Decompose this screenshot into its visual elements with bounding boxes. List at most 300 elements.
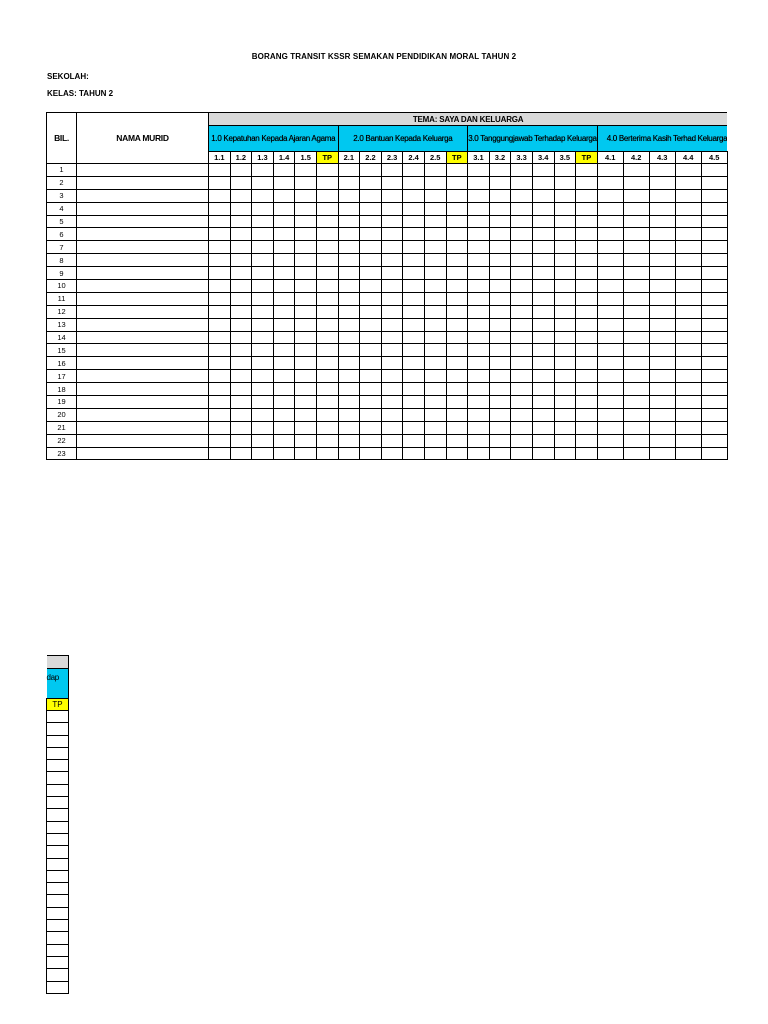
score-cell[interactable] xyxy=(230,331,252,344)
score-cell[interactable] xyxy=(597,370,623,383)
continuation-score-cell[interactable] xyxy=(47,969,69,981)
score-cell[interactable] xyxy=(623,421,649,434)
score-cell[interactable] xyxy=(273,383,295,396)
score-cell[interactable] xyxy=(701,189,727,202)
score-cell[interactable] xyxy=(381,396,403,409)
score-cell[interactable] xyxy=(576,434,598,447)
continuation-score-cell[interactable] xyxy=(47,711,69,723)
score-cell[interactable] xyxy=(597,447,623,460)
score-cell[interactable] xyxy=(701,421,727,434)
score-cell[interactable] xyxy=(554,421,576,434)
score-cell[interactable] xyxy=(701,434,727,447)
score-cell[interactable] xyxy=(623,370,649,383)
score-cell[interactable] xyxy=(511,331,533,344)
score-cell[interactable] xyxy=(554,357,576,370)
score-cell[interactable] xyxy=(252,331,274,344)
score-cell[interactable] xyxy=(316,254,338,267)
score-cell[interactable] xyxy=(252,215,274,228)
score-cell[interactable] xyxy=(381,383,403,396)
score-cell[interactable] xyxy=(273,280,295,293)
score-cell[interactable] xyxy=(532,254,554,267)
score-cell[interactable] xyxy=(209,396,231,409)
score-cell[interactable] xyxy=(403,189,425,202)
student-name-cell[interactable] xyxy=(77,447,209,460)
score-cell[interactable] xyxy=(338,280,360,293)
score-cell[interactable] xyxy=(360,357,382,370)
score-cell[interactable] xyxy=(230,396,252,409)
score-cell[interactable] xyxy=(446,254,468,267)
score-cell[interactable] xyxy=(403,447,425,460)
score-cell[interactable] xyxy=(252,164,274,177)
score-cell[interactable] xyxy=(403,370,425,383)
score-cell[interactable] xyxy=(597,357,623,370)
score-cell[interactable] xyxy=(446,434,468,447)
score-cell[interactable] xyxy=(489,344,511,357)
score-cell[interactable] xyxy=(381,228,403,241)
score-cell[interactable] xyxy=(446,447,468,460)
score-cell[interactable] xyxy=(675,267,701,280)
score-cell[interactable] xyxy=(360,396,382,409)
score-cell[interactable] xyxy=(252,447,274,460)
score-cell[interactable] xyxy=(489,383,511,396)
score-cell[interactable] xyxy=(381,292,403,305)
score-cell[interactable] xyxy=(360,447,382,460)
score-cell[interactable] xyxy=(576,318,598,331)
score-cell[interactable] xyxy=(511,254,533,267)
score-cell[interactable] xyxy=(446,318,468,331)
score-cell[interactable] xyxy=(209,344,231,357)
score-cell[interactable] xyxy=(273,267,295,280)
score-cell[interactable] xyxy=(209,383,231,396)
score-cell[interactable] xyxy=(468,164,490,177)
score-cell[interactable] xyxy=(554,434,576,447)
score-cell[interactable] xyxy=(489,331,511,344)
score-cell[interactable] xyxy=(649,344,675,357)
score-cell[interactable] xyxy=(597,280,623,293)
score-cell[interactable] xyxy=(532,331,554,344)
score-cell[interactable] xyxy=(424,202,446,215)
score-cell[interactable] xyxy=(597,421,623,434)
score-cell[interactable] xyxy=(554,408,576,421)
score-cell[interactable] xyxy=(576,370,598,383)
score-cell[interactable] xyxy=(532,383,554,396)
score-cell[interactable] xyxy=(511,202,533,215)
score-cell[interactable] xyxy=(230,383,252,396)
score-cell[interactable] xyxy=(576,383,598,396)
score-cell[interactable] xyxy=(623,292,649,305)
score-cell[interactable] xyxy=(338,305,360,318)
score-cell[interactable] xyxy=(468,254,490,267)
score-cell[interactable] xyxy=(295,254,317,267)
score-cell[interactable] xyxy=(649,267,675,280)
score-cell[interactable] xyxy=(360,215,382,228)
score-cell[interactable] xyxy=(701,254,727,267)
continuation-score-cell[interactable] xyxy=(47,895,69,907)
score-cell[interactable] xyxy=(649,228,675,241)
score-cell[interactable] xyxy=(554,228,576,241)
score-cell[interactable] xyxy=(649,202,675,215)
score-cell[interactable] xyxy=(295,318,317,331)
score-cell[interactable] xyxy=(209,292,231,305)
continuation-score-cell[interactable] xyxy=(47,747,69,759)
score-cell[interactable] xyxy=(295,215,317,228)
score-cell[interactable] xyxy=(424,189,446,202)
score-cell[interactable] xyxy=(273,164,295,177)
score-cell[interactable] xyxy=(360,267,382,280)
score-cell[interactable] xyxy=(623,434,649,447)
score-cell[interactable] xyxy=(489,215,511,228)
score-cell[interactable] xyxy=(273,176,295,189)
score-cell[interactable] xyxy=(489,396,511,409)
score-cell[interactable] xyxy=(576,241,598,254)
score-cell[interactable] xyxy=(446,202,468,215)
score-cell[interactable] xyxy=(649,421,675,434)
score-cell[interactable] xyxy=(403,305,425,318)
score-cell[interactable] xyxy=(424,357,446,370)
score-cell[interactable] xyxy=(316,176,338,189)
score-cell[interactable] xyxy=(511,318,533,331)
student-name-cell[interactable] xyxy=(77,318,209,331)
student-name-cell[interactable] xyxy=(77,305,209,318)
score-cell[interactable] xyxy=(701,241,727,254)
score-cell[interactable] xyxy=(597,396,623,409)
score-cell[interactable] xyxy=(489,447,511,460)
score-cell[interactable] xyxy=(468,396,490,409)
score-cell[interactable] xyxy=(209,215,231,228)
score-cell[interactable] xyxy=(597,383,623,396)
score-cell[interactable] xyxy=(316,215,338,228)
score-cell[interactable] xyxy=(424,215,446,228)
score-cell[interactable] xyxy=(468,176,490,189)
score-cell[interactable] xyxy=(532,280,554,293)
score-cell[interactable] xyxy=(381,215,403,228)
score-cell[interactable] xyxy=(511,370,533,383)
score-cell[interactable] xyxy=(649,447,675,460)
score-cell[interactable] xyxy=(230,357,252,370)
score-cell[interactable] xyxy=(381,331,403,344)
score-cell[interactable] xyxy=(446,176,468,189)
score-cell[interactable] xyxy=(576,408,598,421)
score-cell[interactable] xyxy=(554,215,576,228)
score-cell[interactable] xyxy=(701,383,727,396)
score-cell[interactable] xyxy=(338,254,360,267)
score-cell[interactable] xyxy=(532,164,554,177)
score-cell[interactable] xyxy=(403,357,425,370)
score-cell[interactable] xyxy=(554,241,576,254)
score-cell[interactable] xyxy=(532,305,554,318)
score-cell[interactable] xyxy=(675,292,701,305)
score-cell[interactable] xyxy=(403,254,425,267)
score-cell[interactable] xyxy=(230,254,252,267)
score-cell[interactable] xyxy=(381,241,403,254)
score-cell[interactable] xyxy=(360,176,382,189)
score-cell[interactable] xyxy=(701,408,727,421)
score-cell[interactable] xyxy=(252,383,274,396)
score-cell[interactable] xyxy=(316,292,338,305)
score-cell[interactable] xyxy=(209,421,231,434)
score-cell[interactable] xyxy=(424,421,446,434)
score-cell[interactable] xyxy=(532,408,554,421)
score-cell[interactable] xyxy=(532,318,554,331)
score-cell[interactable] xyxy=(554,305,576,318)
score-cell[interactable] xyxy=(295,164,317,177)
score-cell[interactable] xyxy=(446,383,468,396)
score-cell[interactable] xyxy=(532,202,554,215)
score-cell[interactable] xyxy=(230,202,252,215)
score-cell[interactable] xyxy=(701,292,727,305)
score-cell[interactable] xyxy=(424,383,446,396)
score-cell[interactable] xyxy=(252,202,274,215)
score-cell[interactable] xyxy=(252,228,274,241)
score-cell[interactable] xyxy=(649,331,675,344)
score-cell[interactable] xyxy=(446,280,468,293)
score-cell[interactable] xyxy=(295,176,317,189)
score-cell[interactable] xyxy=(576,357,598,370)
score-cell[interactable] xyxy=(623,189,649,202)
score-cell[interactable] xyxy=(576,305,598,318)
score-cell[interactable] xyxy=(468,202,490,215)
score-cell[interactable] xyxy=(649,280,675,293)
score-cell[interactable] xyxy=(338,370,360,383)
score-cell[interactable] xyxy=(295,280,317,293)
score-cell[interactable] xyxy=(316,421,338,434)
score-cell[interactable] xyxy=(252,241,274,254)
score-cell[interactable] xyxy=(576,215,598,228)
score-cell[interactable] xyxy=(532,434,554,447)
score-cell[interactable] xyxy=(403,280,425,293)
score-cell[interactable] xyxy=(316,189,338,202)
score-cell[interactable] xyxy=(403,396,425,409)
score-cell[interactable] xyxy=(489,370,511,383)
continuation-score-cell[interactable] xyxy=(47,883,69,895)
score-cell[interactable] xyxy=(338,396,360,409)
score-cell[interactable] xyxy=(554,383,576,396)
score-cell[interactable] xyxy=(576,176,598,189)
student-name-cell[interactable] xyxy=(77,215,209,228)
student-name-cell[interactable] xyxy=(77,383,209,396)
score-cell[interactable] xyxy=(230,267,252,280)
score-cell[interactable] xyxy=(468,318,490,331)
score-cell[interactable] xyxy=(489,305,511,318)
score-cell[interactable] xyxy=(424,305,446,318)
score-cell[interactable] xyxy=(381,370,403,383)
score-cell[interactable] xyxy=(381,408,403,421)
score-cell[interactable] xyxy=(597,241,623,254)
score-cell[interactable] xyxy=(649,357,675,370)
score-cell[interactable] xyxy=(468,331,490,344)
score-cell[interactable] xyxy=(597,344,623,357)
score-cell[interactable] xyxy=(316,408,338,421)
score-cell[interactable] xyxy=(623,254,649,267)
score-cell[interactable] xyxy=(338,176,360,189)
score-cell[interactable] xyxy=(675,202,701,215)
score-cell[interactable] xyxy=(252,189,274,202)
student-name-cell[interactable] xyxy=(77,357,209,370)
score-cell[interactable] xyxy=(511,241,533,254)
score-cell[interactable] xyxy=(511,176,533,189)
score-cell[interactable] xyxy=(360,292,382,305)
score-cell[interactable] xyxy=(403,267,425,280)
score-cell[interactable] xyxy=(403,318,425,331)
score-cell[interactable] xyxy=(649,318,675,331)
score-cell[interactable] xyxy=(532,215,554,228)
score-cell[interactable] xyxy=(675,280,701,293)
score-cell[interactable] xyxy=(554,202,576,215)
score-cell[interactable] xyxy=(489,292,511,305)
score-cell[interactable] xyxy=(381,176,403,189)
score-cell[interactable] xyxy=(576,228,598,241)
score-cell[interactable] xyxy=(381,421,403,434)
score-cell[interactable] xyxy=(554,280,576,293)
score-cell[interactable] xyxy=(209,370,231,383)
score-cell[interactable] xyxy=(675,421,701,434)
score-cell[interactable] xyxy=(554,396,576,409)
continuation-score-cell[interactable] xyxy=(47,797,69,809)
score-cell[interactable] xyxy=(597,318,623,331)
score-cell[interactable] xyxy=(489,176,511,189)
score-cell[interactable] xyxy=(623,164,649,177)
score-cell[interactable] xyxy=(554,344,576,357)
score-cell[interactable] xyxy=(360,241,382,254)
score-cell[interactable] xyxy=(360,202,382,215)
score-cell[interactable] xyxy=(446,357,468,370)
score-cell[interactable] xyxy=(338,434,360,447)
score-cell[interactable] xyxy=(576,267,598,280)
continuation-score-cell[interactable] xyxy=(47,809,69,821)
score-cell[interactable] xyxy=(360,434,382,447)
score-cell[interactable] xyxy=(360,280,382,293)
student-name-cell[interactable] xyxy=(77,254,209,267)
score-cell[interactable] xyxy=(576,254,598,267)
score-cell[interactable] xyxy=(532,370,554,383)
score-cell[interactable] xyxy=(701,357,727,370)
score-cell[interactable] xyxy=(209,254,231,267)
score-cell[interactable] xyxy=(468,344,490,357)
score-cell[interactable] xyxy=(468,305,490,318)
score-cell[interactable] xyxy=(381,447,403,460)
score-cell[interactable] xyxy=(675,176,701,189)
score-cell[interactable] xyxy=(511,189,533,202)
score-cell[interactable] xyxy=(554,447,576,460)
score-cell[interactable] xyxy=(252,357,274,370)
score-cell[interactable] xyxy=(230,215,252,228)
score-cell[interactable] xyxy=(209,280,231,293)
score-cell[interactable] xyxy=(701,267,727,280)
score-cell[interactable] xyxy=(649,189,675,202)
score-cell[interactable] xyxy=(424,370,446,383)
score-cell[interactable] xyxy=(649,305,675,318)
score-cell[interactable] xyxy=(403,202,425,215)
score-cell[interactable] xyxy=(360,164,382,177)
score-cell[interactable] xyxy=(403,383,425,396)
score-cell[interactable] xyxy=(295,202,317,215)
score-cell[interactable] xyxy=(316,318,338,331)
score-cell[interactable] xyxy=(424,254,446,267)
score-cell[interactable] xyxy=(273,189,295,202)
score-cell[interactable] xyxy=(597,202,623,215)
score-cell[interactable] xyxy=(403,331,425,344)
score-cell[interactable] xyxy=(623,318,649,331)
score-cell[interactable] xyxy=(489,189,511,202)
student-name-cell[interactable] xyxy=(77,421,209,434)
score-cell[interactable] xyxy=(316,202,338,215)
score-cell[interactable] xyxy=(209,189,231,202)
score-cell[interactable] xyxy=(338,408,360,421)
score-cell[interactable] xyxy=(338,383,360,396)
score-cell[interactable] xyxy=(403,421,425,434)
score-cell[interactable] xyxy=(273,202,295,215)
score-cell[interactable] xyxy=(209,202,231,215)
score-cell[interactable] xyxy=(360,408,382,421)
score-cell[interactable] xyxy=(576,421,598,434)
score-cell[interactable] xyxy=(381,357,403,370)
score-cell[interactable] xyxy=(295,331,317,344)
score-cell[interactable] xyxy=(468,241,490,254)
score-cell[interactable] xyxy=(554,189,576,202)
score-cell[interactable] xyxy=(511,447,533,460)
score-cell[interactable] xyxy=(597,176,623,189)
student-name-cell[interactable] xyxy=(77,202,209,215)
score-cell[interactable] xyxy=(649,396,675,409)
continuation-score-cell[interactable] xyxy=(47,833,69,845)
score-cell[interactable] xyxy=(273,254,295,267)
student-name-cell[interactable] xyxy=(77,176,209,189)
score-cell[interactable] xyxy=(597,434,623,447)
score-cell[interactable] xyxy=(446,292,468,305)
score-cell[interactable] xyxy=(675,370,701,383)
score-cell[interactable] xyxy=(468,280,490,293)
score-cell[interactable] xyxy=(295,305,317,318)
score-cell[interactable] xyxy=(675,357,701,370)
score-cell[interactable] xyxy=(649,254,675,267)
score-cell[interactable] xyxy=(424,396,446,409)
continuation-score-cell[interactable] xyxy=(47,956,69,968)
score-cell[interactable] xyxy=(532,228,554,241)
score-cell[interactable] xyxy=(511,292,533,305)
score-cell[interactable] xyxy=(649,241,675,254)
score-cell[interactable] xyxy=(511,215,533,228)
score-cell[interactable] xyxy=(468,357,490,370)
continuation-score-cell[interactable] xyxy=(47,932,69,944)
score-cell[interactable] xyxy=(316,357,338,370)
score-cell[interactable] xyxy=(209,164,231,177)
score-cell[interactable] xyxy=(532,396,554,409)
score-cell[interactable] xyxy=(230,164,252,177)
score-cell[interactable] xyxy=(649,215,675,228)
score-cell[interactable] xyxy=(295,434,317,447)
student-name-cell[interactable] xyxy=(77,228,209,241)
continuation-score-cell[interactable] xyxy=(47,723,69,735)
score-cell[interactable] xyxy=(623,305,649,318)
score-cell[interactable] xyxy=(381,434,403,447)
score-cell[interactable] xyxy=(360,318,382,331)
score-cell[interactable] xyxy=(295,357,317,370)
score-cell[interactable] xyxy=(273,396,295,409)
score-cell[interactable] xyxy=(576,344,598,357)
score-cell[interactable] xyxy=(230,370,252,383)
student-name-cell[interactable] xyxy=(77,396,209,409)
score-cell[interactable] xyxy=(675,254,701,267)
score-cell[interactable] xyxy=(295,344,317,357)
score-cell[interactable] xyxy=(295,421,317,434)
score-cell[interactable] xyxy=(316,370,338,383)
score-cell[interactable] xyxy=(532,344,554,357)
score-cell[interactable] xyxy=(675,447,701,460)
continuation-score-cell[interactable] xyxy=(47,735,69,747)
score-cell[interactable] xyxy=(468,447,490,460)
score-cell[interactable] xyxy=(597,189,623,202)
score-cell[interactable] xyxy=(446,370,468,383)
